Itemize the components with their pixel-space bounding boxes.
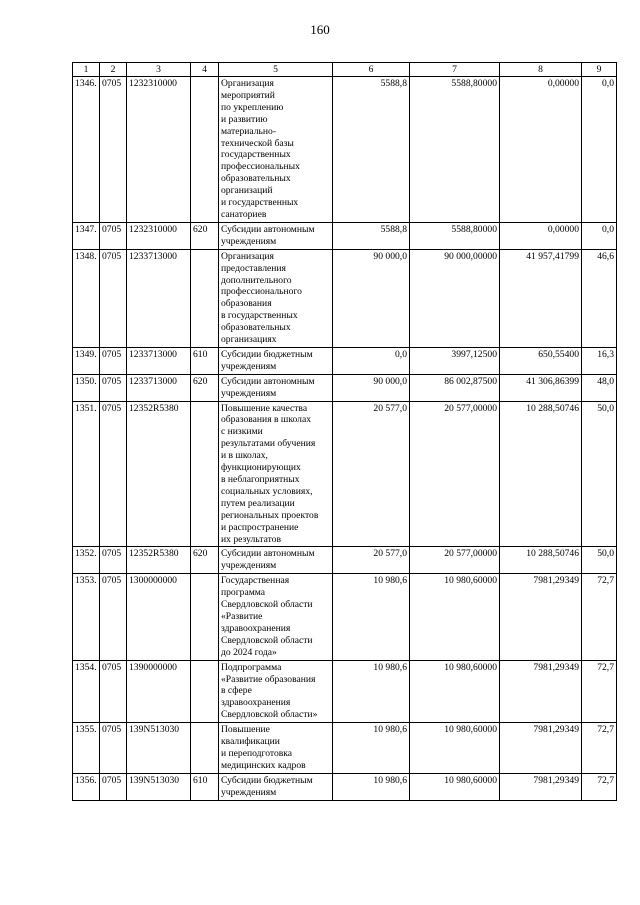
table-row: [73, 547, 617, 574]
planned-amount: 5588,8: [333, 222, 410, 249]
target-article-code: 1233713000: [127, 374, 191, 401]
planned-amount: 0,0: [333, 347, 410, 374]
row-number: 1350.: [73, 374, 100, 401]
table-row: [73, 401, 617, 547]
row-number: 1346.: [73, 77, 100, 223]
section-code: 0705: [100, 723, 127, 774]
expense-type-code: [191, 401, 219, 547]
expense-type-code: [191, 723, 219, 774]
executed-amount: 10 288,50746: [500, 401, 582, 547]
row-number: 1356.: [73, 773, 100, 800]
header-col-1: 1: [73, 63, 100, 77]
header-row: [73, 63, 617, 77]
header-col-5: 5: [219, 63, 333, 77]
table-row: [73, 374, 617, 401]
header-col-6: 6: [333, 63, 410, 77]
execution-percent: 48,0: [582, 374, 617, 401]
header-col-2: 2: [100, 63, 127, 77]
expense-type-code: 620: [191, 374, 219, 401]
target-article-code: 1233713000: [127, 249, 191, 347]
target-article-code: 1300000000: [127, 574, 191, 660]
execution-percent: 16,3: [582, 347, 617, 374]
section-code: 0705: [100, 574, 127, 660]
executed-amount: 650,55400: [500, 347, 582, 374]
item-name: Субсидии бюджетным учреждениям: [219, 347, 333, 374]
row-number: 1353.: [73, 574, 100, 660]
execution-percent: 50,0: [582, 401, 617, 547]
planned-amount: 10 980,6: [333, 660, 410, 723]
row-number: 1354.: [73, 660, 100, 723]
expense-type-code: [191, 574, 219, 660]
expense-type-code: [191, 249, 219, 347]
item-name: Субсидии автономным учреждениям: [219, 222, 333, 249]
target-article-code: 1232310000: [127, 222, 191, 249]
budget-table: [72, 62, 617, 801]
planned-amount: 90 000,0: [333, 249, 410, 347]
executed-amount: 41 306,86399: [500, 374, 582, 401]
executed-amount: 7981,29349: [500, 574, 582, 660]
table-row: [73, 347, 617, 374]
target-article-code: 139N513030: [127, 723, 191, 774]
execution-percent: 72,7: [582, 660, 617, 723]
approved-amount: 10 980,60000: [410, 574, 500, 660]
executed-amount: 7981,29349: [500, 773, 582, 800]
executed-amount: 0,00000: [500, 222, 582, 249]
item-name: Государственная программа Свердловской области «Развитие здравоохранения Свердловской области до 2024 года»: [219, 574, 333, 660]
item-name: Организация мероприятий по укреплению и развитию материально- технической базы государственных профессиональных образовательных организаций и государственных санаториев: [219, 77, 333, 223]
approved-amount: 20 577,00000: [410, 547, 500, 574]
item-name: Субсидии автономным учреждениям: [219, 374, 333, 401]
expense-type-code: 620: [191, 547, 219, 574]
executed-amount: 41 957,41799: [500, 249, 582, 347]
execution-percent: 0,0: [582, 222, 617, 249]
header-col-4: 4: [191, 63, 219, 77]
expense-type-code: 620: [191, 222, 219, 249]
approved-amount: 90 000,00000: [410, 249, 500, 347]
expense-type-code: [191, 660, 219, 723]
target-article-code: 1232310000: [127, 77, 191, 223]
table-row: [73, 77, 617, 223]
approved-amount: 10 980,60000: [410, 773, 500, 800]
approved-amount: 86 002,87500: [410, 374, 500, 401]
row-number: 1348.: [73, 249, 100, 347]
execution-percent: 46,6: [582, 249, 617, 347]
header-col-9: 9: [582, 63, 617, 77]
table-row: [73, 574, 617, 660]
approved-amount: 10 980,60000: [410, 660, 500, 723]
item-name: Повышение квалификации и переподготовка медицинских кадров: [219, 723, 333, 774]
execution-percent: 72,7: [582, 723, 617, 774]
item-name: Организация предоставления дополнительного профессионального образования в государственных образовательных организациях: [219, 249, 333, 347]
section-code: 0705: [100, 547, 127, 574]
row-number: 1351.: [73, 401, 100, 547]
item-name: Повышение качества образования в школах с низкими результатами обучения и в школах, функционирующих в неблагоприятных социальных условиях, путем реализации региональных проектов и распространение их результатов: [219, 401, 333, 547]
approved-amount: 3997,12500: [410, 347, 500, 374]
planned-amount: 90 000,0: [333, 374, 410, 401]
row-number: 1347.: [73, 222, 100, 249]
target-article-code: 139N513030: [127, 773, 191, 800]
planned-amount: 20 577,0: [333, 401, 410, 547]
executed-amount: 7981,29349: [500, 723, 582, 774]
execution-percent: 72,7: [582, 574, 617, 660]
header-col-3: 3: [127, 63, 191, 77]
execution-percent: 50,0: [582, 547, 617, 574]
section-code: 0705: [100, 773, 127, 800]
target-article-code: 1233713000: [127, 347, 191, 374]
table-row: [73, 249, 617, 347]
approved-amount: 10 980,60000: [410, 723, 500, 774]
header-col-8: 8: [500, 63, 582, 77]
expense-type-code: 610: [191, 773, 219, 800]
execution-percent: 72,7: [582, 773, 617, 800]
approved-amount: 5588,80000: [410, 77, 500, 223]
section-code: 0705: [100, 660, 127, 723]
target-article-code: 12352R5380: [127, 547, 191, 574]
section-code: 0705: [100, 77, 127, 223]
table-row: [73, 723, 617, 774]
table-row: [73, 660, 617, 723]
page-number: 160: [310, 22, 330, 37]
item-name: Субсидии бюджетным учреждениям: [219, 773, 333, 800]
approved-amount: 5588,80000: [410, 222, 500, 249]
executed-amount: 0,00000: [500, 77, 582, 223]
item-name: Подпрограмма «Развитие образования в сфере здравоохранения Свердловской области»: [219, 660, 333, 723]
row-number: 1349.: [73, 347, 100, 374]
table-row: [73, 222, 617, 249]
expense-type-code: 610: [191, 347, 219, 374]
target-article-code: 12352R5380: [127, 401, 191, 547]
row-number: 1352.: [73, 547, 100, 574]
target-article-code: 1390000000: [127, 660, 191, 723]
execution-percent: 0,0: [582, 77, 617, 223]
table-row: [73, 773, 617, 800]
expense-type-code: [191, 77, 219, 223]
planned-amount: 10 980,6: [333, 574, 410, 660]
section-code: 0705: [100, 249, 127, 347]
executed-amount: 10 288,50746: [500, 547, 582, 574]
section-code: 0705: [100, 401, 127, 547]
executed-amount: 7981,29349: [500, 660, 582, 723]
planned-amount: 5588,8: [333, 77, 410, 223]
planned-amount: 20 577,0: [333, 547, 410, 574]
planned-amount: 10 980,6: [333, 773, 410, 800]
header-col-7: 7: [410, 63, 500, 77]
section-code: 0705: [100, 374, 127, 401]
section-code: 0705: [100, 347, 127, 374]
section-code: 0705: [100, 222, 127, 249]
approved-amount: 20 577,00000: [410, 401, 500, 547]
planned-amount: 10 980,6: [333, 723, 410, 774]
item-name: Субсидии автономным учреждениям: [219, 547, 333, 574]
row-number: 1355.: [73, 723, 100, 774]
